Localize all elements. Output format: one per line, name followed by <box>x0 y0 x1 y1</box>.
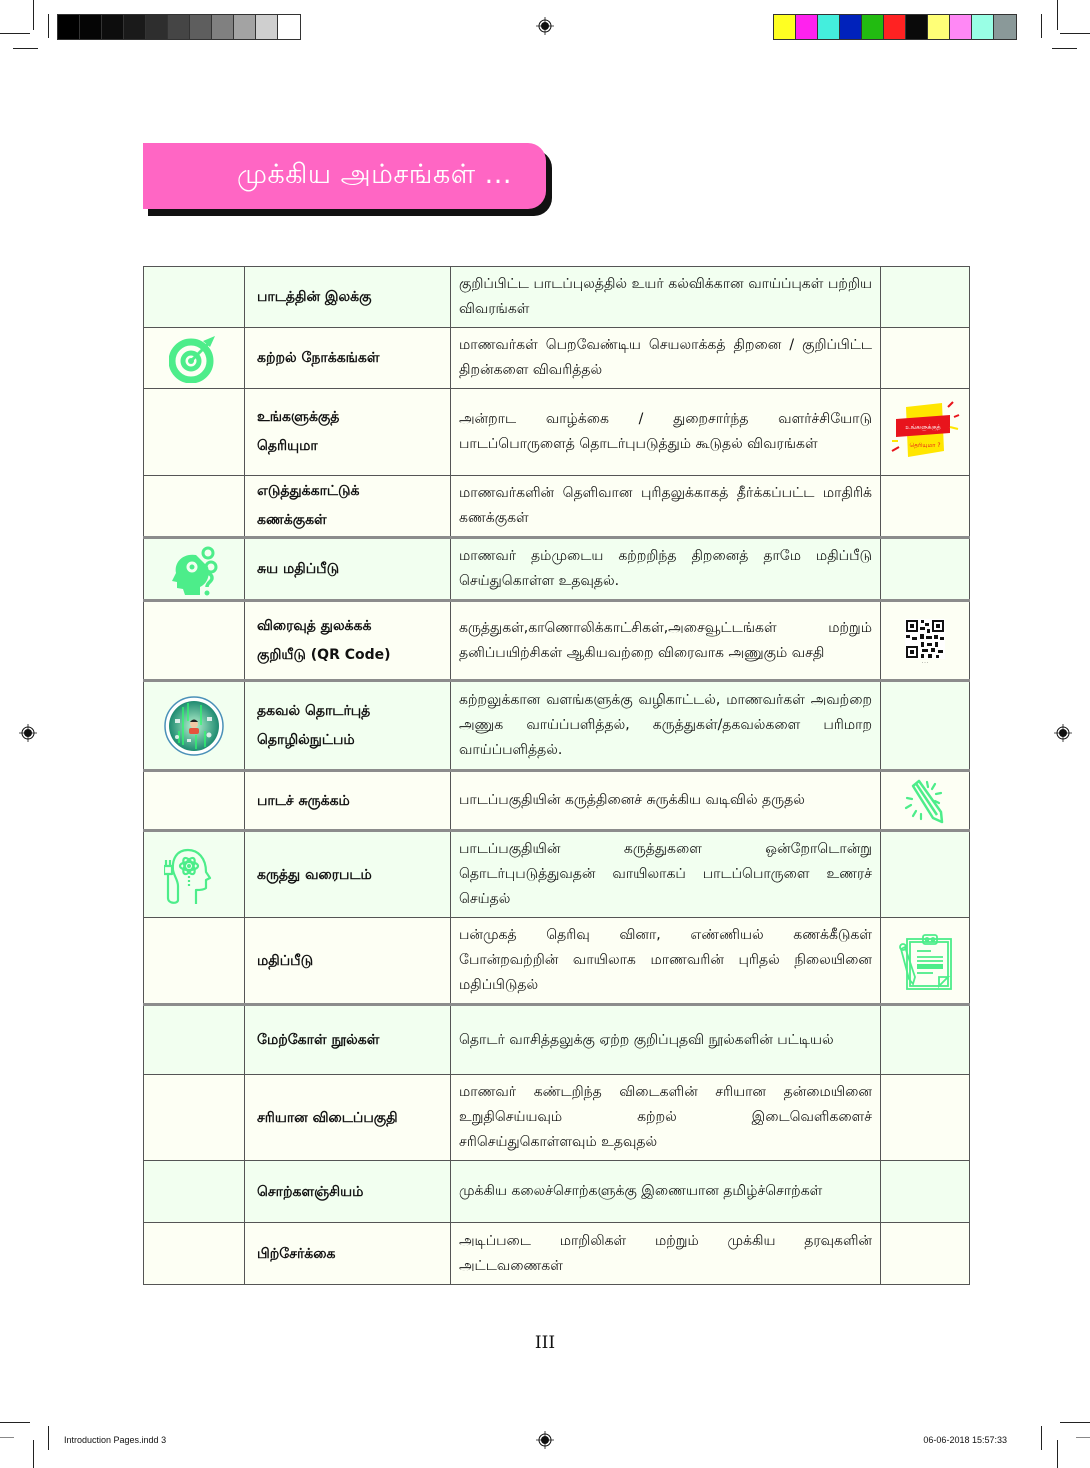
row-icon-cell <box>144 389 245 476</box>
feature-description-text: குறிப்பிட்ட பாடப்புலத்தில் உயர் கல்விக்கான வாய்ப்புகள் பற்றிய விவரங்கள் <box>459 276 872 317</box>
crop-mark <box>48 14 49 38</box>
row-icon-cell <box>144 1161 245 1223</box>
color-swatch <box>818 15 840 39</box>
clipboard-icon <box>897 950 953 969</box>
table-row <box>144 389 970 476</box>
feature-label <box>245 681 451 771</box>
feature-label <box>245 476 451 538</box>
crop-mark <box>0 1437 14 1438</box>
row-icon-cell <box>144 1075 245 1161</box>
feature-description <box>451 538 881 601</box>
feature-label-line: தகவல் தொடர்புத் <box>257 702 371 719</box>
table-row <box>144 831 970 918</box>
color-swatch <box>58 15 80 39</box>
feature-description <box>451 1223 881 1285</box>
feature-description-text: பாடப்பகுதியின் கருத்துகளை ஒன்றோடொன்று தொடர்புபடுத்துவதன் வாயிலாகப் பாடப்பொருளை உணரச் செய்தல் <box>459 841 872 907</box>
target-icon <box>169 348 219 367</box>
table-row <box>144 918 970 1005</box>
page-number: III <box>534 1333 556 1353</box>
feature-description <box>451 831 881 918</box>
badge-text: தெரியுமா ? <box>909 442 941 449</box>
feature-label <box>245 1161 451 1223</box>
row-side-icon-cell <box>881 771 970 831</box>
feature-description-text: அன்றாட வாழ்க்கை / துறைசார்ந்த வளர்ச்சியோடு பாடப்பொருளைத் தொடர்புபடுத்தும் கூடுதல் விவரங்கள் <box>459 411 872 452</box>
table-row <box>144 1223 970 1285</box>
color-swatch <box>256 15 278 39</box>
feature-description-text: கருத்துகள்,காணொலிக்காட்சிகள்,அசைவூட்டங்கள் மற்றும் தனிப்பயிற்சிகள் ஆகியவற்றை விரைவாக அணுகும் வசதி <box>459 619 872 661</box>
feature-description <box>451 1161 881 1223</box>
color-swatch <box>190 15 212 39</box>
feature-label-line: மதிப்பீடு <box>257 952 314 969</box>
row-icon-cell <box>144 831 245 918</box>
head-gears-question-icon <box>166 559 222 578</box>
row-side-icon-cell <box>881 601 970 681</box>
row-icon-cell <box>144 918 245 1005</box>
row-side-icon-cell <box>881 328 970 389</box>
feature-description <box>451 1005 881 1075</box>
feature-label <box>245 267 451 328</box>
registration-mark-icon <box>19 724 37 742</box>
color-swatch <box>80 15 102 39</box>
feature-description <box>451 476 881 538</box>
feature-label-line: பாடச் சுருக்கம் <box>257 792 350 809</box>
feature-description-text: மாணவர்கள் பெறவேண்டிய செயலாக்கத் திறனை / குறிப்பிட்ட திறன்களை விவரித்தல் <box>459 337 872 378</box>
color-swatch <box>774 15 796 39</box>
feature-description <box>451 918 881 1005</box>
feature-description <box>451 267 881 328</box>
crop-mark <box>1060 1422 1090 1423</box>
feature-label <box>245 918 451 1005</box>
color-swatch <box>884 15 906 39</box>
crop-mark <box>1060 33 1090 34</box>
crop-mark <box>48 1426 49 1450</box>
row-side-icon-cell <box>881 831 970 918</box>
feature-description-text: அடிப்படை மாறிலிகள் மற்றும் முக்கிய தரவுகளின் அட்டவணைகள் <box>459 1232 872 1274</box>
feature-label <box>245 538 451 601</box>
color-swatch <box>950 15 972 39</box>
crop-mark <box>0 1422 30 1423</box>
feature-description <box>451 1075 881 1161</box>
row-icon-cell <box>144 1223 245 1285</box>
feature-label <box>245 1005 451 1075</box>
feature-description <box>451 389 881 476</box>
feature-label <box>245 831 451 918</box>
feature-label <box>245 389 451 476</box>
table-row <box>144 267 970 328</box>
feature-label-line: பிற்சேர்க்கை <box>257 1245 336 1262</box>
pencil-icon <box>903 790 947 809</box>
crop-mark <box>1041 1426 1042 1450</box>
color-swatch <box>862 15 884 39</box>
crop-mark <box>33 0 34 30</box>
footer-file-name: Introduction Pages.indd 3 <box>64 1435 167 1445</box>
feature-label-line: கருத்து வரைபடம் <box>257 866 372 883</box>
feature-label-line: தொழில்நுட்பம் <box>257 731 355 748</box>
row-side-icon-cell <box>881 918 970 1005</box>
qr-code-icon[interactable] <box>903 630 947 665</box>
color-swatch <box>102 15 124 39</box>
color-calibration-bar <box>773 14 1017 40</box>
registration-mark-icon <box>536 1431 554 1449</box>
registration-mark-icon <box>1054 724 1072 742</box>
table-row <box>144 771 970 831</box>
feature-description-text: பாடப்பகுதியின் கருத்தினைச் சுருக்கிய வடிவில் தருதல் <box>459 792 805 808</box>
row-side-icon-cell <box>881 1005 970 1075</box>
row-side-icon-cell <box>881 476 970 538</box>
table-row <box>144 1161 970 1223</box>
svg-text:· · ·: · · · <box>921 659 929 665</box>
row-side-icon-cell <box>881 1161 970 1223</box>
color-swatch <box>840 15 862 39</box>
color-swatch <box>994 15 1016 39</box>
feature-description-text: மாணவர் தம்முடைய கற்றறிந்த திறனைத் தாமே மதிப்பீடு செய்துகொள்ள உதவுதல். <box>459 548 872 589</box>
feature-label <box>245 328 451 389</box>
feature-label <box>245 1075 451 1161</box>
row-icon-cell <box>144 771 245 831</box>
table-row <box>144 681 970 771</box>
head-atom-plug-icon <box>164 864 224 883</box>
color-swatch <box>234 15 256 39</box>
table-row <box>144 538 970 601</box>
row-side-icon-cell <box>881 1223 970 1285</box>
crop-mark <box>1076 1437 1090 1438</box>
table-row <box>144 1005 970 1075</box>
features-table <box>143 266 970 1285</box>
table-row <box>144 476 970 538</box>
feature-label-line: விரைவுத் துலக்கக் <box>257 617 372 634</box>
crop-mark <box>0 33 30 34</box>
feature-description <box>451 681 881 771</box>
crop-mark <box>1057 1440 1058 1468</box>
feature-label-line: சுய மதிப்பீடு <box>257 561 340 577</box>
row-side-icon-cell <box>881 538 970 601</box>
feature-label-line: தெரியுமா <box>257 438 318 454</box>
feature-label-line: மேற்கோள் நூல்கள் <box>257 1032 380 1048</box>
crop-mark <box>1041 14 1042 38</box>
row-icon-cell <box>144 601 245 681</box>
crop-mark <box>13 48 38 49</box>
row-side-icon-cell <box>881 681 970 771</box>
color-swatch <box>124 15 146 39</box>
registration-mark-icon <box>536 17 554 35</box>
title-banner <box>143 143 546 209</box>
color-swatch <box>278 15 300 39</box>
did-you-know-badge-icon <box>890 422 960 449</box>
crop-mark <box>1052 48 1077 49</box>
feature-label <box>245 1223 451 1285</box>
feature-label-line: கற்றல் நோக்கங்கள் <box>257 350 380 366</box>
row-icon-cell <box>144 476 245 538</box>
footer-timestamp: 06-06-2018 15:57:33 <box>923 1435 1007 1445</box>
feature-label <box>245 771 451 831</box>
row-icon-cell <box>144 1005 245 1075</box>
feature-description <box>451 771 881 831</box>
crop-mark <box>33 1440 34 1468</box>
feature-label-line: சொற்களஞ்சியம் <box>257 1183 364 1200</box>
feature-label-line: உங்களுக்குத் <box>257 409 340 425</box>
feature-description-text: கற்றலுக்கான வளங்களுக்கு வழிகாட்டல், மாணவர்கள் அவற்றை அணுக வாய்ப்பளித்தல், கருத்துகள்/தகவல்களை பரிமாற வாய்ப்பளித்தல். <box>459 692 872 758</box>
row-icon-cell <box>144 538 245 601</box>
table-row <box>144 328 970 389</box>
feature-label-line: குறியீடு (QR Code) <box>257 646 391 663</box>
feature-description <box>451 328 881 389</box>
color-swatch <box>212 15 234 39</box>
feature-label-line: கணக்குகள் <box>257 512 327 528</box>
grayscale-calibration-bar <box>57 14 301 40</box>
color-swatch <box>796 15 818 39</box>
feature-description-text: பன்முகத் தெரிவு வினா, எண்ணியல் கணக்கீடுகள் போன்றவற்றின் வாயிலாக மாணவரின் புரிதல் நிலையினை மதிப்பிடுதல் <box>459 927 872 993</box>
feature-label <box>245 601 451 681</box>
row-icon-cell <box>144 681 245 771</box>
feature-description-text: தொடர் வாசித்தலுக்கு ஏற்ற குறிப்புதவி நூல்களின் பட்டியல் <box>459 1031 834 1048</box>
table-row <box>144 601 970 681</box>
color-swatch <box>972 15 994 39</box>
ict-globe-icon <box>163 715 225 734</box>
feature-description <box>451 601 881 681</box>
color-swatch <box>146 15 168 39</box>
row-side-icon-cell <box>881 267 970 328</box>
row-icon-cell <box>144 267 245 328</box>
page-title: முக்கிய அம்சங்கள் ... <box>237 158 512 190</box>
feature-label-line: பாடத்தின் இலக்கு <box>257 289 372 305</box>
crop-mark <box>1057 0 1058 30</box>
feature-description-text: மாணவர் கண்டறிந்த விடைகளின் சரியான தன்மையினை உறுதிசெய்யவும் கற்றல் இடைவெளிகளைச் சரிசெய்துகொள்ளவும் உதவுதல் <box>459 1084 872 1150</box>
badge-text: உங்களுக்குத் <box>905 424 941 431</box>
feature-label-line: சரியான விடைப்பகுதி <box>257 1109 398 1126</box>
color-swatch <box>906 15 928 39</box>
color-swatch <box>168 15 190 39</box>
row-side-icon-cell <box>881 1075 970 1161</box>
color-swatch <box>928 15 950 39</box>
row-side-icon-cell <box>881 389 970 476</box>
row-icon-cell <box>144 328 245 389</box>
feature-description-text: முக்கிய கலைச்சொற்களுக்கு இணையான தமிழ்ச்சொற்கள் <box>459 1183 823 1199</box>
table-row <box>144 1075 970 1161</box>
feature-label-line: எடுத்துக்காட்டுக் <box>257 483 360 499</box>
feature-description-text: மாணவர்களின் தெளிவான புரிதலுக்காகத் தீர்க்கப்பட்ட மாதிரிக் கணக்குகள் <box>459 485 872 526</box>
